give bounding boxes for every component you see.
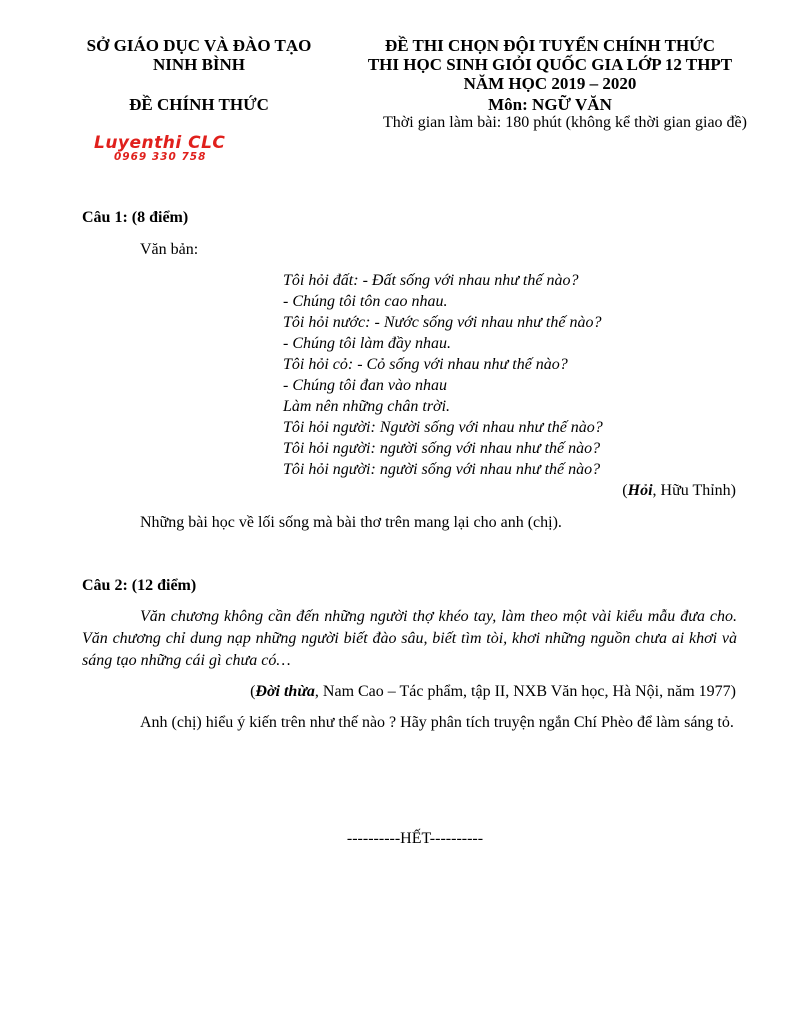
question1-task: Những bài học về lối sống mà bài thơ trên mang lại cho anh (chị). [140,514,562,531]
official-label: ĐỀ CHÍNH THỨC [129,95,269,114]
end-marker: ----------HẾT---------- [346,830,484,847]
logo-phone: 0969 330 758 [114,151,207,163]
poem-line: Tôi hỏi người: người sống với nhau như thế nào? [283,461,601,478]
poem-line: Tôi hỏi đất: - Đất sống với nhau như thế nào? [283,272,579,289]
poem-line: - Chúng tôi đan vào nhau [283,377,447,394]
question2-title: Câu 2: (12 điểm) [82,577,197,594]
quote-source-details: , Nam Cao – Tác phẩm, tập II, NXB Văn học, Hà Nội, năm 1977) [314,683,736,700]
poem-source-title: Hỏi [627,482,653,499]
department-name: SỞ GIÁO DỤC VÀ ĐÀO TẠO [86,36,312,55]
quote-source-open: ( [250,683,256,700]
question1-title: Câu 1: (8 điểm) [82,209,189,226]
poem-source [622,482,736,500]
quote-source-title: Đời thừa [255,683,315,700]
exam-title: ĐỀ THI CHỌN ĐỘI TUYỂN CHÍNH THỨC [385,36,715,55]
subject: Môn: NGỮ VĂN [488,95,612,114]
poem-line: Tôi hỏi người: Người sống với nhau như thế nào? [283,419,603,436]
question2-task: Anh (chị) hiểu ý kiến trên như thế nào ? Hãy phân tích truyện ngắn Chí Phèo để làm sáng tỏ. [140,714,734,731]
luyenthi-logo [92,133,242,167]
quote-source [250,683,736,701]
poem-line: - Chúng tôi tôn cao nhau. [283,293,448,310]
question1-intro: Văn bản: [140,241,199,258]
poem-line: Tôi hỏi cỏ: - Cỏ sống với nhau như thế nào? [283,356,568,373]
province-name: NINH BÌNH [152,55,246,74]
exam-subtitle: THI HỌC SINH GIỎI QUỐC GIA LỚP 12 THPT [367,55,733,74]
logo-text: Luyenthi CLC [94,133,226,153]
poem-source-open: ( [622,482,628,499]
poem-line: Tôi hỏi nước: - Nước sống với nhau như thế nào? [283,314,602,331]
poem-source-author: , Hữu Thỉnh) [652,482,736,499]
poem-line: - Chúng tôi làm đầy nhau. [283,335,451,352]
school-year: NĂM HỌC 2019 – 2020 [463,74,637,93]
time-limit: Thời gian làm bài: 180 phút (không kể thời gian giao đề) [383,114,747,131]
poem-line: Tôi hỏi người: người sống với nhau như thế nào? [283,440,601,457]
question2-quote: Văn chương không cần đến những người thợ khéo tay, làm theo một vài kiểu mẫu đưa cho. Văn chương chỉ dung nạp những người biết đào sâu, biết tìm tòi, khơi những nguồn chưa ai khơi và sáng tạo những cái gì chưa có… [82,608,737,669]
poem-line: Làm nên những chân trời. [283,398,451,415]
